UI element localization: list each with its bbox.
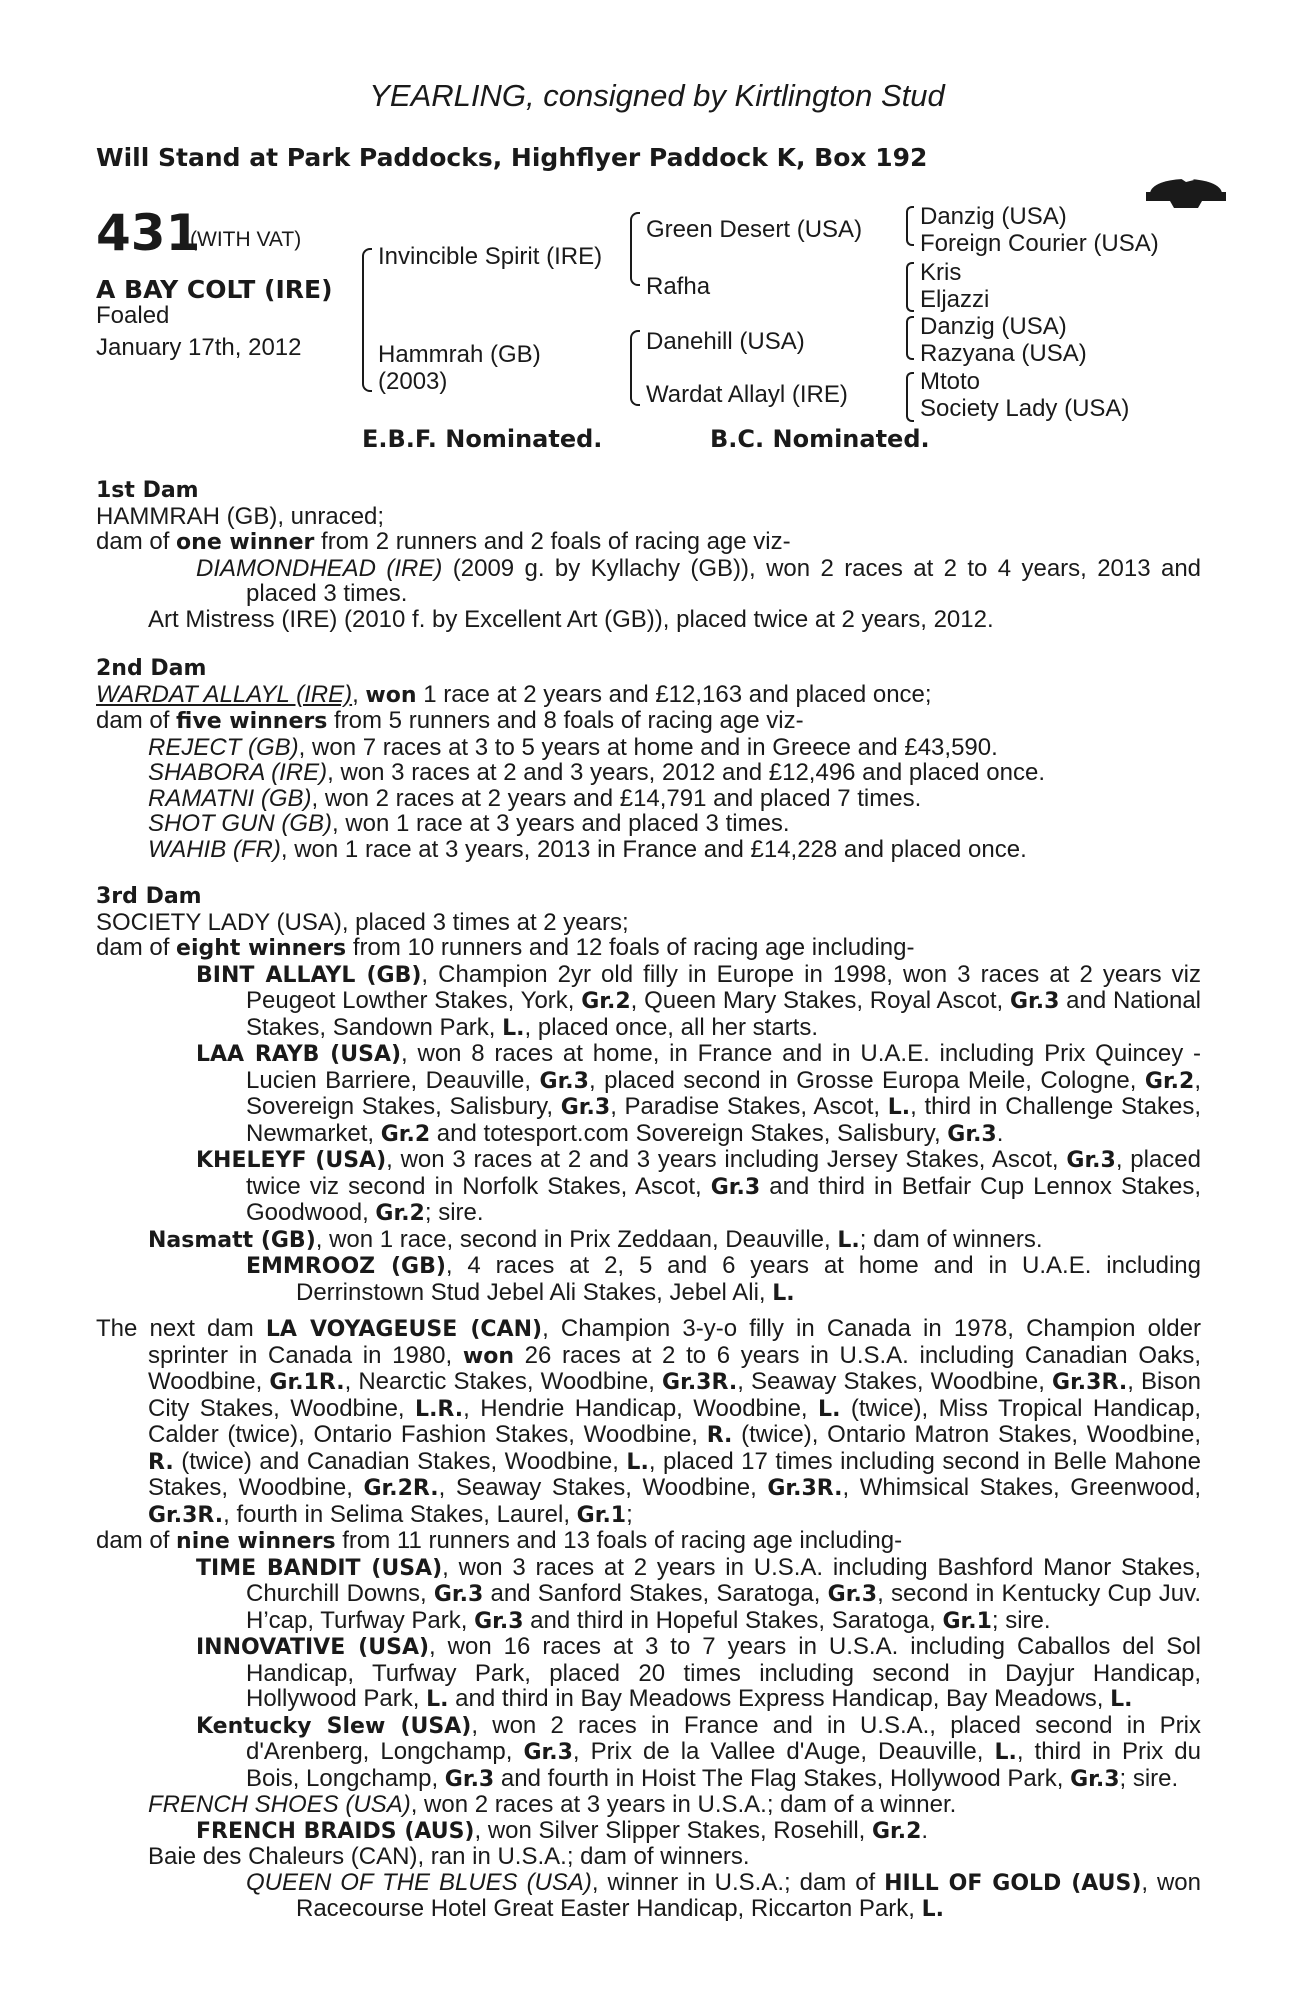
next-dam-section [96,1316,1201,1923]
pedigree-dam-dam: Wardat Allayl (IRE) [646,381,848,408]
second-dam-progeny: SHOT GUN (GB), won 1 race at 3 years and placed 3 times. [148,810,790,837]
third-dam-progeny-laa-rayb: LAA RAYB (USA), won 8 races at home, in France and in U.A.E. including Prix Quincey - Lucien Barriere, Deauville, Gr.3, placed second in Grosse Europa Meile, Cologne, Gr.2, Sovereign Stakes, Salisbury, Gr.3, Paradise Stakes, Ascot, L., third in Challenge Stakes, Newmarket, Gr.2 and totesport.com Sovereign Stakes, Salisbury, Gr.3. [196,1040,1202,1147]
bc-nominated: B.C. Nominated. [710,425,930,453]
second-dam-progeny: REJECT (GB), won 7 races at 3 to 5 years at home and in Greece and £43,590. [148,733,998,761]
yearling-bonus-badge [1144,168,1228,212]
pedigree-bracket-sire [630,212,640,286]
foaled-label: Foaled [96,302,170,329]
next-dam-progeny-time-bandit: TIME BANDIT (USA), won 3 races at 2 years in U.S.A. including Bashford Manor Stakes, Churchill Downs, Gr.3 and Sanford Stakes, Saratoga, Gr.3, second in Kentucky Cup Juv. H’cap, Turfway Park, Gr.3 and third in Hopeful Stakes, Saratoga, Gr.1; sire. [196,1553,1202,1634]
pedigree-sire-dam: Rafha [646,273,711,300]
third-dam-progeny-kheleyf: KHELEYF (USA), won 3 races at 2 and 3 years including Jersey Stakes, Ascot, Gr.3, placed twice viz second in Norfolk Stakes, Ascot, Gr.3 and third in Betfair Cup Lennox Stakes, Goodwood, Gr.2; sire. [196,1146,1202,1226]
pedigree-sds: Kris [920,259,962,286]
pedigree-bracket-gen1 [362,248,372,392]
next-dam-progeny-french-shoes: FRENCH SHOES (USA), won 2 races at 3 years in U.S.A.; dam of a winner. [148,1791,957,1818]
second-dam-progeny: WAHIB (FR), won 1 race at 3 years, 2013 in France and £14,228 and placed once. [148,835,1027,863]
second-dam-heading: 2nd Dam [96,656,207,681]
second-dam-progeny: SHABORA (IRE), won 3 races at 2 and 3 years, 2012 and £12,496 and placed once. [148,759,1045,786]
next-dam-progeny-baie-des-chaleurs: Baie des Chaleurs (CAN), ran in U.S.A.; dam of winners. [148,1843,750,1870]
pedigree-sire-sire: Green Desert (USA) [646,216,863,243]
pedigree-dam-sire: Danehill (USA) [646,328,805,355]
third-dam-progeny-nasmatt: Nasmatt (GB), won 1 race, second in Prix Zeddaan, Deauville, L.; dam of winners. [148,1225,1043,1253]
first-dam-intro: HAMMRAH (GB), unraced; [96,502,385,530]
pedigree-dds: Mtoto [920,368,981,395]
third-dam-grandprogeny-emmrooz: EMMROOZ (GB), 4 races at 2, 5 and 6 years at home and in U.A.E. including Derrinstown Stud Jebel Ali Stakes, Jebel Ali, L. [246,1252,1201,1306]
next-dam-grandprogeny-french-braids: FRENCH BRAIDS (AUS), won Silver Slipper Stakes, Rosehill, Gr.2. [196,1816,929,1844]
lot-number: 431 [96,204,201,262]
third-dam-summary: dam of eight winners from 10 runners and 12 foals of racing age including- [96,934,915,961]
pedigree-dsd: Razyana (USA) [920,340,1087,367]
second-dam-summary: dam of five winners from 5 runners and 8 foals of racing age viz- [96,707,804,734]
pedigree-sss: Danzig (USA) [920,203,1067,230]
racing-post-bonus-logo-icon [1144,168,1228,212]
page-header: YEARLING, consigned by Kirtlington Stud [369,78,945,113]
pedigree-sdd: Eljazzi [920,286,990,313]
lot-name: A BAY COLT (IRE) [96,275,333,304]
foaled-date: January 17th, 2012 [96,334,302,361]
second-dam-intro: WARDAT ALLAYL (IRE), won 1 race at 2 years and £12,163 and placed once; [96,680,932,708]
third-dam-progeny-bint-allayl: BINT ALLAYL (GB), Champion 2yr old filly in Europe in 1998, won 3 races at 2 years viz Peugeot Lowther Stakes, York, Gr.2, Queen Mary Stakes, Royal Ascot, Gr.3 and National Stakes, Sandown Park, L., placed once, all her starts. [196,960,1202,1041]
third-dam-heading: 3rd Dam [96,884,202,909]
pedigree-ssd: Foreign Courier (USA) [920,230,1159,257]
pedigree-bracket-sd [906,262,914,312]
third-dam-intro: SOCIETY LADY (USA), placed 3 times at 2 years; [96,908,629,936]
pedigree-dam-line2: (2003) [378,368,448,395]
next-dam-intro: The next dam LA VOYAGEUSE (CAN), Champion 3-y-o filly in Canada in 1978, Champion older sprinter in Canada in 1980, won 26 races at 2 to 6 years in U.S.A. including Canadian Oaks, Woodbine, Gr.1R., Nearctic Stakes, Woodbine, Gr.3R., Seaway Stakes, Woodbine, Gr.3R., Bison City Stakes, Woodbine, L.R., Hendrie Handicap, Woodbine, L. (twice), Miss Tropical Handicap, Calder (twice), Ontario Fashion Stakes, Woodbine, R. (twice), Ontario Matron Stakes, Woodbine, R. (twice) and Canadian Stakes, Woodbine, L., placed 17 times including second in Belle Mahone Stakes, Woodbine, Gr.2R., Seaway Stakes, Woodbine, Gr.3R., Whimsical Stakes, Greenwood, Gr.3R., fourth in Selima Stakes, Laurel, Gr.1; [96,1315,1202,1528]
pedigree-sire: Invincible Spirit (IRE) [378,243,603,270]
first-dam-summary: dam of one winner from 2 runners and 2 foals of racing age viz- [96,528,791,555]
next-dam-grandprogeny-queen-of-the-blues: QUEEN OF THE BLUES (USA), winner in U.S.A.; dam of HILL OF GOLD (AUS), won Racecourse Hotel Great Easter Handicap, Riccarton Park, L. [246,1868,1201,1922]
vat-label: (WITH VAT) [190,228,302,251]
second-dam-progeny: RAMATNI (GB), won 2 races at 2 years and £14,791 and placed 7 times. [148,784,922,812]
pedigree-dss: Danzig (USA) [920,313,1067,340]
pedigree-bracket-dd [906,372,914,422]
pedigree-bracket-ss [906,206,914,246]
next-dam-progeny-innovative: INNOVATIVE (USA), won 16 races at 3 to 7 years in U.S.A. including Caballos del Sol Handicap, Turfway Park, placed 20 times including second in Dayjur Handicap, Hollywood Park, L. and third in Bay Meadows Express Handicap, Bay Meadows, L. [196,1633,1201,1712]
stand-location: Will Stand at Park Paddocks, Highflyer Paddock K, Box 192 [96,143,928,172]
pedigree-bracket-ds [906,316,914,360]
pedigree-ddd: Society Lady (USA) [920,395,1130,422]
next-dam-summary: dam of nine winners from 11 runners and 13 foals of racing age including- [96,1527,903,1554]
third-dam-section [96,884,1201,1306]
first-dam-heading: 1st Dam [96,478,199,503]
next-dam-progeny-kentucky-slew: Kentucky Slew (USA), won 2 races in France and in U.S.A., placed second in Prix d'Arenberg, Longchamp, Gr.3, Prix de la Vallee d'Auge, Deauville, L., third in Prix du Bois, Longchamp, Gr.3 and fourth in Hoist The Flag Stakes, Hollywood Park, Gr.3; sire. [196,1711,1202,1792]
first-dam-section [96,478,1201,632]
pedigree-bracket-dam [630,330,640,406]
foaled-info [96,300,302,364]
first-dam-progeny-1: DIAMONDHEAD (IRE) (2009 g. by Kyllachy (GB)), won 2 races at 2 to 4 years, 2013 and placed 3 times. [196,554,1202,607]
pedigree-dam-line1: Hammrah (GB) [378,341,541,368]
ebf-nominated: E.B.F. Nominated. [362,425,603,453]
first-dam-progeny-2: Art Mistress (IRE) (2010 f. by Excellent Art (GB)), placed twice at 2 years, 2012. [148,605,994,633]
second-dam-section [96,656,1201,862]
